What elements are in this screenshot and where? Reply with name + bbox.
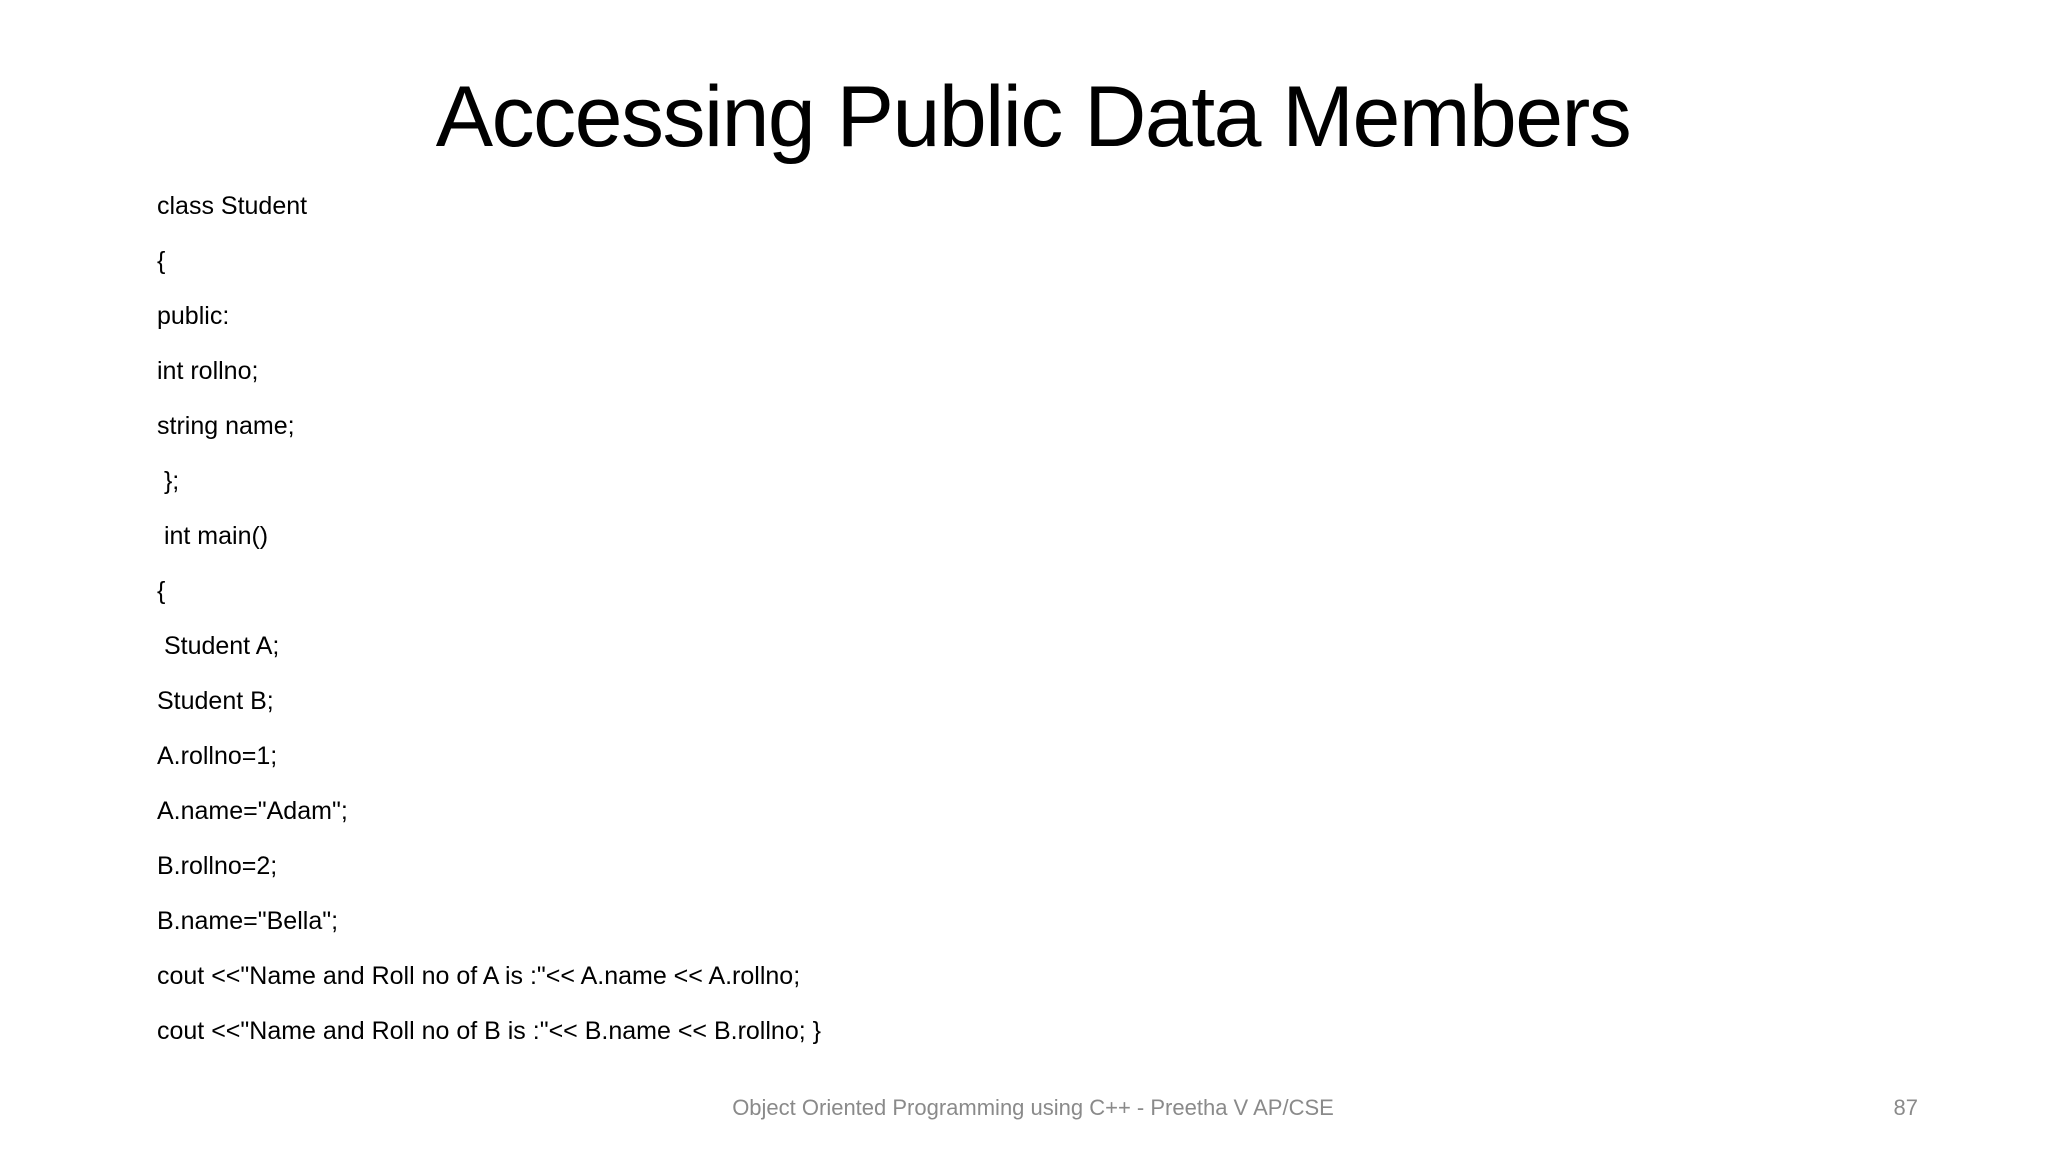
code-line: class Student [157,192,308,220]
code-line: int main() [157,522,269,550]
code-line: cout <<"Name and Roll no of B is :"<< B.name << B.rollno; } [157,1017,821,1045]
code-line: public: [157,302,230,330]
code-line: { [157,577,166,605]
code-line: string name; [157,412,295,440]
code-line: int rollno; [157,357,259,385]
page-number: 87 [1893,1095,1918,1120]
slide-footer: Object Oriented Programming using C++ - Preetha V AP/CSE [732,1095,1334,1120]
code-line: Student B; [157,687,274,715]
code-line: B.rollno=2; [157,852,278,880]
code-line: B.name="Bella"; [157,907,339,935]
code-line: Student A; [157,632,280,660]
code-block [157,186,1857,1066]
code-line: A.name="Adam"; [157,797,348,825]
code-line: { [157,247,166,275]
code-line: cout <<"Name and Roll no of A is :"<< A.name << A.rollno; [157,962,801,990]
code-line: }; [157,467,180,495]
slide-title: Accessing Public Data Members [435,69,1631,165]
code-line: A.rollno=1; [157,742,278,770]
